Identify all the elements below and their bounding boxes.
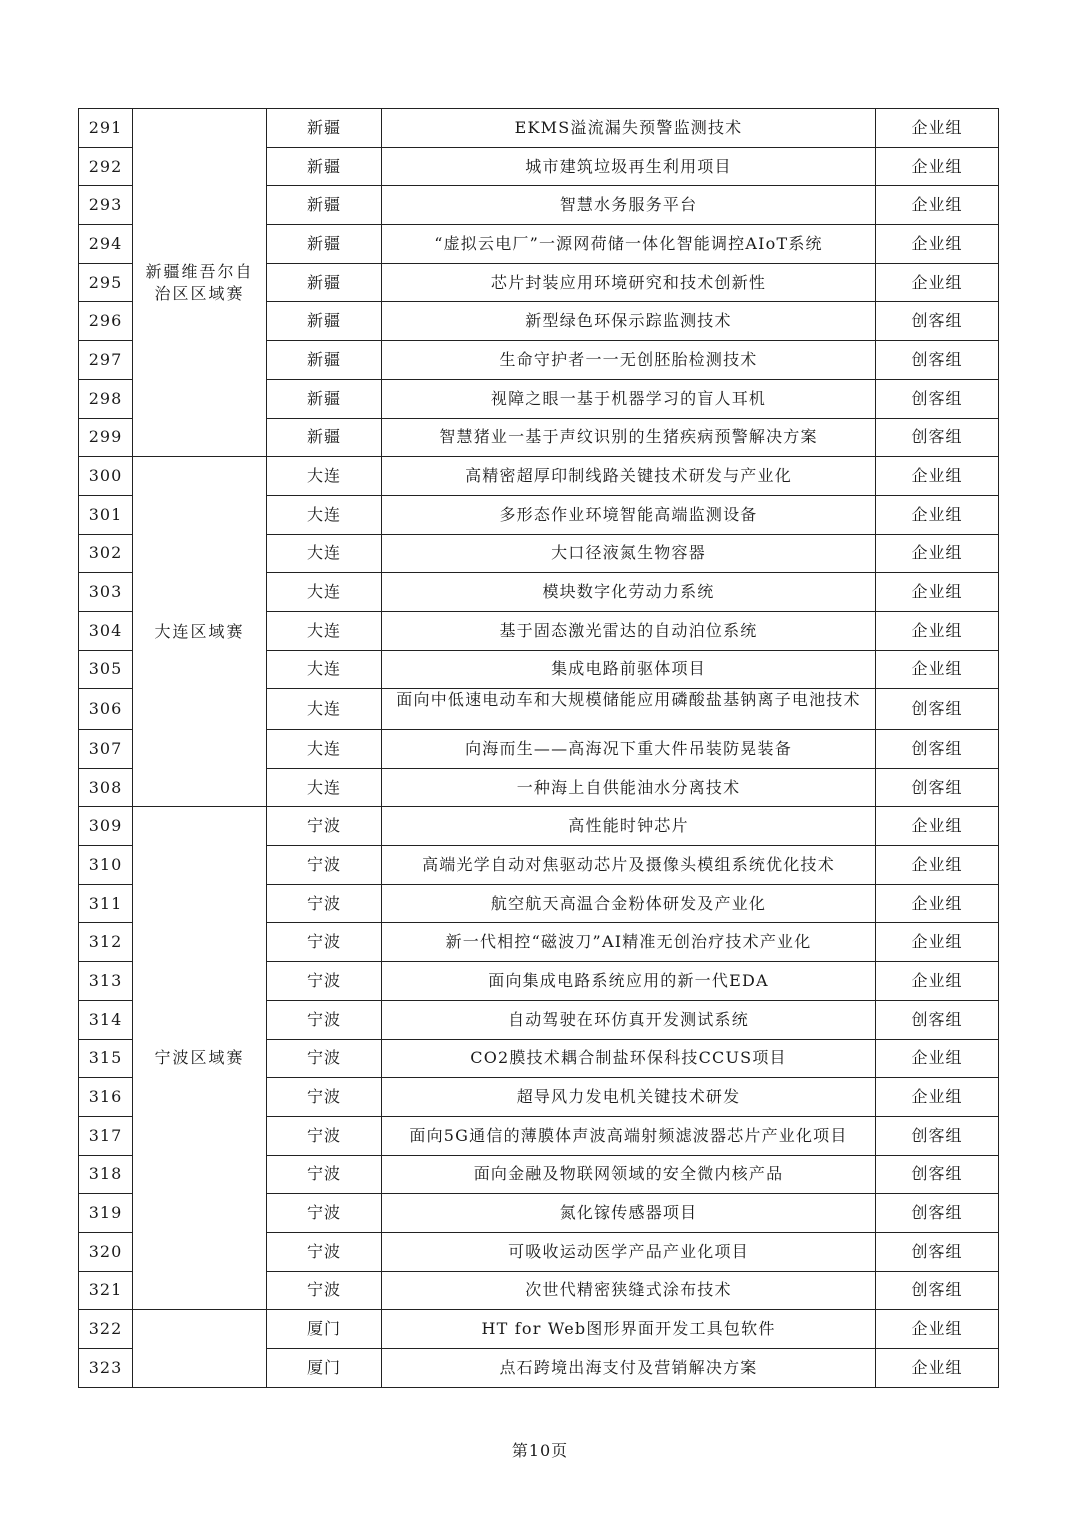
table-row [79, 1310, 999, 1349]
city: 宁波 [267, 846, 382, 885]
project-name: 新一代相控“磁波刀”AI精准无创治疗技术产业化 [382, 923, 876, 962]
row-number: 311 [79, 884, 133, 923]
city: 新疆 [267, 147, 382, 186]
project-name: “虚拟云电厂”一源网荷储一体化智能调控AIoT系统 [382, 225, 876, 264]
city: 大连 [267, 457, 382, 496]
row-number: 317 [79, 1116, 133, 1155]
row-number: 321 [79, 1271, 133, 1310]
city: 大连 [267, 650, 382, 689]
group-type: 企业组 [876, 263, 999, 302]
group-type: 创客组 [876, 341, 999, 380]
project-name: 高端光学自动对焦驱动芯片及摄像头模组系统优化技术 [382, 846, 876, 885]
project-name: 大口径液氮生物容器 [382, 534, 876, 573]
project-name: 面向5G通信的薄膜体声波高端射频滤波器芯片产业化项目 [382, 1116, 876, 1155]
row-number: 312 [79, 923, 133, 962]
project-name: 集成电路前驱体项目 [382, 650, 876, 689]
row-number: 303 [79, 573, 133, 612]
row-number: 314 [79, 1000, 133, 1039]
group-type: 创客组 [876, 379, 999, 418]
city: 宁波 [267, 1194, 382, 1233]
project-name: 向海而生——高海况下重大件吊装防晃装备 [382, 730, 876, 769]
row-number: 300 [79, 457, 133, 496]
city: 大连 [267, 730, 382, 769]
region-name: 大连区域赛 [133, 457, 267, 807]
city: 新疆 [267, 263, 382, 302]
group-type: 企业组 [876, 650, 999, 689]
group-type: 创客组 [876, 1000, 999, 1039]
region-name [133, 1310, 267, 1387]
group-type: 创客组 [876, 302, 999, 341]
group-type: 创客组 [876, 1155, 999, 1194]
project-name: 芯片封装应用环境研究和技术创新性 [382, 263, 876, 302]
project-name: 智慧猪业一基于声纹识别的生猪疾病预警解决方案 [382, 418, 876, 457]
group-type: 企业组 [876, 457, 999, 496]
group-type: 企业组 [876, 807, 999, 846]
table-row [79, 109, 999, 148]
city: 新疆 [267, 418, 382, 457]
group-type: 创客组 [876, 1194, 999, 1233]
city: 大连 [267, 689, 382, 730]
group-type: 企业组 [876, 923, 999, 962]
row-number: 294 [79, 225, 133, 264]
city: 大连 [267, 768, 382, 807]
project-name: 自动驾驶在环仿真开发测试系统 [382, 1000, 876, 1039]
group-type: 企业组 [876, 1078, 999, 1117]
row-number: 323 [79, 1349, 133, 1388]
region-name: 宁波区域赛 [133, 807, 267, 1310]
row-number: 320 [79, 1232, 133, 1271]
city: 宁波 [267, 923, 382, 962]
row-number: 302 [79, 534, 133, 573]
row-number: 307 [79, 730, 133, 769]
group-type: 企业组 [876, 109, 999, 148]
row-number: 298 [79, 379, 133, 418]
project-name: 面向金融及物联网领域的安全微内核产品 [382, 1155, 876, 1194]
project-name: 次世代精密狭缝式涂布技术 [382, 1271, 876, 1310]
city: 大连 [267, 573, 382, 612]
project-name: 一种海上自供能油水分离技术 [382, 768, 876, 807]
city: 宁波 [267, 1155, 382, 1194]
city: 新疆 [267, 379, 382, 418]
city: 宁波 [267, 962, 382, 1001]
group-type: 创客组 [876, 689, 999, 730]
project-name: 超导风力发电机关键技术研发 [382, 1078, 876, 1117]
region-name: 新疆维吾尔自治区区域赛 [133, 109, 267, 457]
row-number: 316 [79, 1078, 133, 1117]
project-name: 基于固态激光雷达的自动泊位系统 [382, 611, 876, 650]
city: 新疆 [267, 186, 382, 225]
city: 宁波 [267, 1271, 382, 1310]
group-type: 企业组 [876, 534, 999, 573]
group-type: 企业组 [876, 186, 999, 225]
row-number: 297 [79, 341, 133, 380]
project-name: 高精密超厚印制线路关键技术研发与产业化 [382, 457, 876, 496]
row-number: 305 [79, 650, 133, 689]
project-name: EKMS溢流漏失预警监测技术 [382, 109, 876, 148]
project-name: 面向中低速电动车和大规模储能应用磷酸盐基钠离子电池技术 [382, 689, 876, 730]
row-number: 296 [79, 302, 133, 341]
group-type: 企业组 [876, 611, 999, 650]
row-number: 310 [79, 846, 133, 885]
city: 大连 [267, 611, 382, 650]
city: 大连 [267, 495, 382, 534]
group-type: 企业组 [876, 225, 999, 264]
city: 宁波 [267, 807, 382, 846]
project-name: 生命守护者一一无创胚胎检测技术 [382, 341, 876, 380]
city: 新疆 [267, 302, 382, 341]
project-name: 模块数字化劳动力系统 [382, 573, 876, 612]
project-name: CO2膜技术耦合制盐环保科技CCUS项目 [382, 1039, 876, 1078]
row-number: 319 [79, 1194, 133, 1233]
group-type: 企业组 [876, 1039, 999, 1078]
row-number: 306 [79, 689, 133, 730]
row-number: 301 [79, 495, 133, 534]
row-number: 313 [79, 962, 133, 1001]
group-type: 创客组 [876, 1116, 999, 1155]
city: 厦门 [267, 1349, 382, 1388]
city: 宁波 [267, 1232, 382, 1271]
project-name: 面向集成电路系统应用的新一代EDA [382, 962, 876, 1001]
row-number: 299 [79, 418, 133, 457]
group-type: 创客组 [876, 418, 999, 457]
group-type: 创客组 [876, 1271, 999, 1310]
city: 厦门 [267, 1310, 382, 1349]
page-number: 第10页 [511, 1441, 569, 1460]
city: 宁波 [267, 1116, 382, 1155]
table-body [79, 109, 999, 1388]
project-name: 城市建筑垃圾再生利用项目 [382, 147, 876, 186]
group-type: 企业组 [876, 495, 999, 534]
group-type: 企业组 [876, 573, 999, 612]
group-type: 创客组 [876, 768, 999, 807]
group-type: 企业组 [876, 1349, 999, 1388]
group-type: 企业组 [876, 962, 999, 1001]
table-row [79, 457, 999, 496]
row-number: 304 [79, 611, 133, 650]
city: 新疆 [267, 225, 382, 264]
group-type: 企业组 [876, 1310, 999, 1349]
group-type: 企业组 [876, 147, 999, 186]
row-number: 295 [79, 263, 133, 302]
project-name: 视障之眼一基于机器学习的盲人耳机 [382, 379, 876, 418]
project-name: 多形态作业环境智能高端监测设备 [382, 495, 876, 534]
project-name: 新型绿色环保示踪监测技术 [382, 302, 876, 341]
row-number: 315 [79, 1039, 133, 1078]
city: 宁波 [267, 1078, 382, 1117]
city: 宁波 [267, 884, 382, 923]
project-name: 航空航天高温合金粉体研发及产业化 [382, 884, 876, 923]
row-number: 322 [79, 1310, 133, 1349]
row-number: 292 [79, 147, 133, 186]
group-type: 企业组 [876, 884, 999, 923]
row-number: 318 [79, 1155, 133, 1194]
row-number: 308 [79, 768, 133, 807]
city: 新疆 [267, 109, 382, 148]
project-name: 可吸收运动医学产品产业化项目 [382, 1232, 876, 1271]
group-type: 创客组 [876, 1232, 999, 1271]
city: 宁波 [267, 1000, 382, 1039]
project-name: 点石跨境出海支付及营销解决方案 [382, 1349, 876, 1388]
row-number: 293 [79, 186, 133, 225]
project-name: 智慧水务服务平台 [382, 186, 876, 225]
project-name: 高性能时钟芯片 [382, 807, 876, 846]
row-number: 309 [79, 807, 133, 846]
project-name: HT for Web图形界面开发工具包软件 [382, 1310, 876, 1349]
results-table [78, 108, 999, 1388]
city: 新疆 [267, 341, 382, 380]
group-type: 创客组 [876, 730, 999, 769]
project-name: 氮化镓传感器项目 [382, 1194, 876, 1233]
city: 宁波 [267, 1039, 382, 1078]
city: 大连 [267, 534, 382, 573]
group-type: 企业组 [876, 846, 999, 885]
row-number: 291 [79, 109, 133, 148]
table-row [79, 807, 999, 846]
